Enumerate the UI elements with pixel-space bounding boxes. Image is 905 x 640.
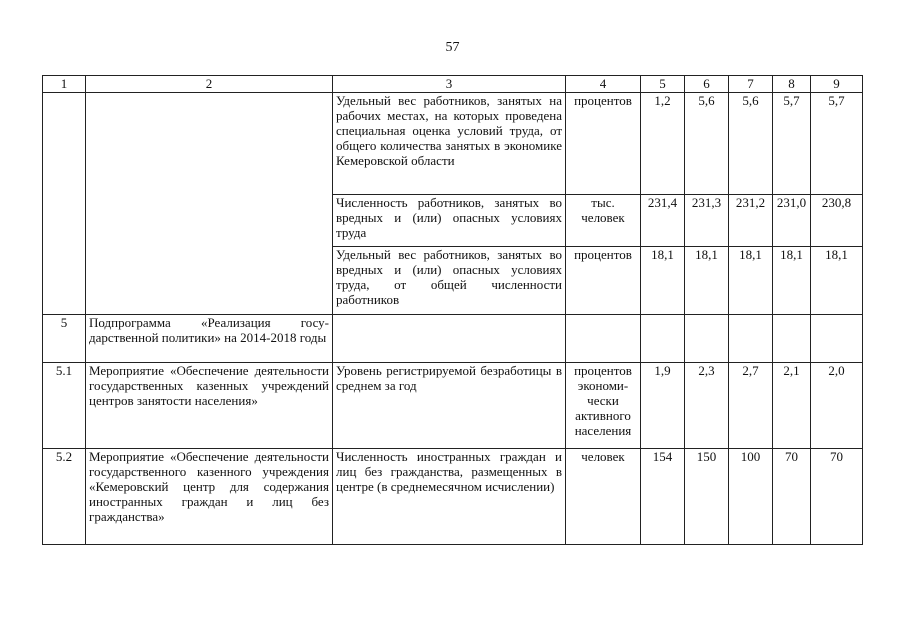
value-cell: 230,8 bbox=[811, 195, 863, 247]
value-cell: 5,7 bbox=[811, 93, 863, 195]
value-cell: 18,1 bbox=[729, 247, 773, 315]
value-cell: 231,0 bbox=[773, 195, 811, 247]
column-header: 3 bbox=[333, 76, 566, 93]
unit-cell: процентов bbox=[566, 247, 641, 315]
value-cell bbox=[773, 315, 811, 363]
column-header: 4 bbox=[566, 76, 641, 93]
table-row bbox=[43, 363, 863, 449]
value-cell: 2,1 bbox=[773, 363, 811, 449]
unit-cell: процентов bbox=[566, 93, 641, 195]
column-header: 6 bbox=[685, 76, 729, 93]
value-cell: 2,3 bbox=[685, 363, 729, 449]
column-header: 1 bbox=[43, 76, 86, 93]
indicators-table bbox=[42, 75, 863, 545]
indicator-cell: Численность иностранных граждан и лиц без гражданства, размещенных в центре (в среднемесячном исчислении) bbox=[333, 449, 566, 545]
program-cell bbox=[86, 93, 333, 315]
code-cell bbox=[43, 93, 86, 315]
unit-cell: процентов экономи-чески активного населения bbox=[566, 363, 641, 449]
value-cell: 70 bbox=[773, 449, 811, 545]
value-cell: 1,9 bbox=[641, 363, 685, 449]
value-cell bbox=[729, 315, 773, 363]
unit-cell bbox=[566, 315, 641, 363]
value-cell: 5,7 bbox=[773, 93, 811, 195]
value-cell: 70 bbox=[811, 449, 863, 545]
code-cell: 5.1 bbox=[43, 363, 86, 449]
page-number: 57 bbox=[445, 40, 460, 55]
value-cell: 231,4 bbox=[641, 195, 685, 247]
value-cell: 18,1 bbox=[811, 247, 863, 315]
indicator-cell: Удельный вес работников, занятых во вредных и (или) опасных условиях труда, от общей численности работников bbox=[333, 247, 566, 315]
value-cell: 231,3 bbox=[685, 195, 729, 247]
indicator-cell: Уровень регистрируемой безработицы в среднем за год bbox=[333, 363, 566, 449]
column-header: 8 bbox=[773, 76, 811, 93]
code-cell: 5.2 bbox=[43, 449, 86, 545]
value-cell: 154 bbox=[641, 449, 685, 545]
column-header: 9 bbox=[811, 76, 863, 93]
value-cell: 150 bbox=[685, 449, 729, 545]
indicator-cell bbox=[333, 315, 566, 363]
value-cell: 231,2 bbox=[729, 195, 773, 247]
program-cell: Подпрограмма «Реализация госу-дарственной политики» на 2014-2018 годы bbox=[86, 315, 333, 363]
value-cell: 18,1 bbox=[773, 247, 811, 315]
value-cell: 5,6 bbox=[685, 93, 729, 195]
value-cell: 1,2 bbox=[641, 93, 685, 195]
unit-cell: человек bbox=[566, 449, 641, 545]
value-cell bbox=[685, 315, 729, 363]
code-cell: 5 bbox=[43, 315, 86, 363]
table-row bbox=[43, 449, 863, 545]
unit-cell: тыс. человек bbox=[566, 195, 641, 247]
value-cell: 18,1 bbox=[685, 247, 729, 315]
program-cell: Мероприятие «Обеспечение деятельности государственного казенного учреждения «Кемеровский центр для содержания иностранных граждан и лиц без гражданства» bbox=[86, 449, 333, 545]
column-header: 7 bbox=[729, 76, 773, 93]
table-row bbox=[43, 93, 863, 195]
column-number-row bbox=[43, 76, 863, 93]
column-header: 5 bbox=[641, 76, 685, 93]
value-cell: 2,7 bbox=[729, 363, 773, 449]
value-cell: 5,6 bbox=[729, 93, 773, 195]
value-cell bbox=[641, 315, 685, 363]
value-cell bbox=[811, 315, 863, 363]
indicator-cell: Численность работников, занятых во вредных и (или) опасных условиях труда bbox=[333, 195, 566, 247]
value-cell: 18,1 bbox=[641, 247, 685, 315]
indicator-cell: Удельный вес работников, занятых на рабочих местах, на которых проведена специальная оценка условий труда, от общего количества занятых в экономике Кемеровской области bbox=[333, 93, 566, 195]
value-cell: 2,0 bbox=[811, 363, 863, 449]
program-cell: Мероприятие «Обеспечение деятельности государственных казенных учреждений центров занятости населения» bbox=[86, 363, 333, 449]
table-row bbox=[43, 315, 863, 363]
column-header: 2 bbox=[86, 76, 333, 93]
value-cell: 100 bbox=[729, 449, 773, 545]
